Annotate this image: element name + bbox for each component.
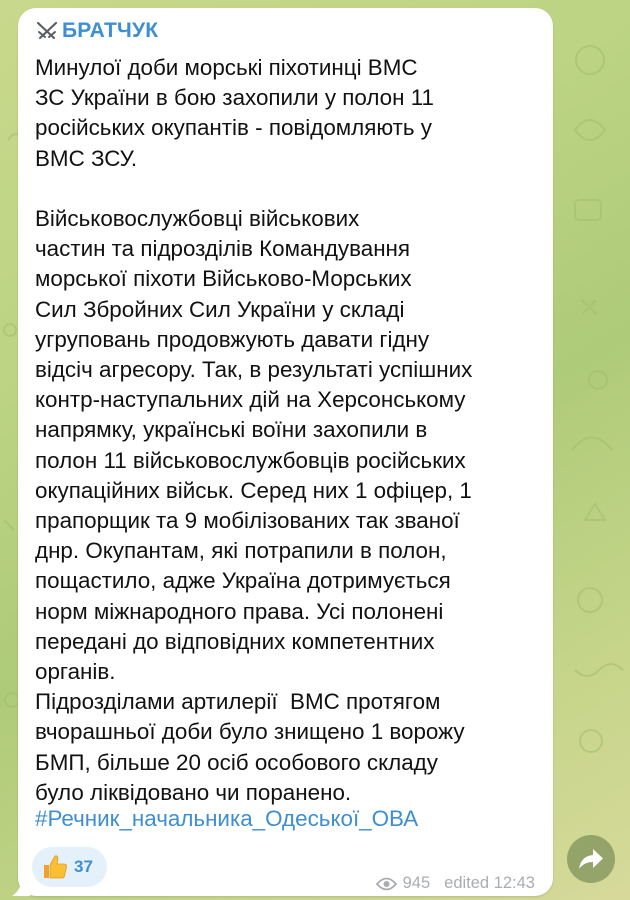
forward-arrow-icon [578, 848, 604, 870]
hashtag-link[interactable]: #Речник_начальника_Одеської_ОВА [35, 806, 419, 831]
eye-icon [376, 877, 397, 891]
edited-timestamp: edited 12:43 [444, 874, 535, 892]
reaction-count: 37 [74, 857, 93, 876]
view-count: 945 [402, 874, 431, 892]
channel-name[interactable] [35, 19, 158, 43]
forward-button[interactable] [567, 835, 615, 883]
message-body: Минулої доби морські піхотинці ВМС ЗС України в бою захопили у полон 11 російських окупантів - повідомляють у ВМС ЗСУ. Військовослужбовці військових частин та підрозділів Командування морської піхоти Військово-Морських Сил Збройних Сил України у складі угруповань продовжують давати гідну відсіч агресору. Так, в результаті успішних контр-наступальних дій на Херсонському напрямку, українські воїни захопили в полон 11 військовослужбовців російських окупаційних військ. Серед них 1 офіцер, 1 прапорщик та 9 мобілізованих так званої днр. Окупантам, які потрапили в полон, пощастило, адже Україна дотримується норм міжнародного права. Усі полонені передані до відповідних компетентних органів. Підрозділами артилерії ВМС протягом вчорашньої доби було знищено 1 ворожу БМП, більше 20 осіб особового складу було ліквідовано чи поранено. [35, 55, 473, 805]
crossed-swords-icon [35, 20, 59, 42]
message-meta [376, 874, 535, 893]
message-bubble[interactable] [18, 8, 553, 896]
channel-name-label: БРАТЧУК [62, 19, 159, 42]
thumbs-up-icon [40, 852, 70, 882]
reaction-thumbs-up[interactable] [32, 847, 107, 887]
